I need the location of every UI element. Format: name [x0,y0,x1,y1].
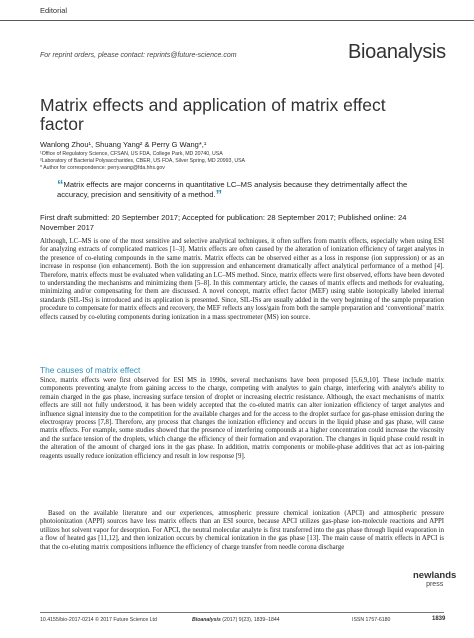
header-divider [0,20,474,21]
pull-quote-text: Matrix effects are major concerns in quantitative LC–MS analysis because they detrimentally affect the accuracy, precision and sensitivity of a method. [57,180,408,199]
section-label: Editorial [40,6,68,15]
footer-volume: (2017) 9(23), 1839–1844 [222,617,280,623]
affiliation-1: ¹Office of Regulatory Science, CFSAN, US FDA, College Park, MD 20740, USA [40,151,223,157]
footer-divider [40,612,444,613]
footer-journal: Bioanalysis [192,617,221,623]
footer-citation [192,617,280,623]
section-paragraph-1: Since, matrix effects were first observed for ESI MS in 1990s, several mechanisms have been proposed [5,6,9,10]. These include matrix components preventing analyte from gaining access to the charge, competing with analytes to gain charge, interfering with analyte's ability to remain charged in the gas phase, increasing surface tension of droplet or increasing electric resistance. Although, the exact mechanisms of matrix effects are still not fully understood, it has been widely accepted that the co-eluted matrix can alter ionization efficiency of target analytes and influence signal intensity due to the competition for the available charges and for the access to the droplet surface for gas-phase emission during the electrospray process [7,8]. Therefore, any process that changes the ionization efficiency and occurs in the liquid phase and gas phase, will cause matrix effects. For example, some studies showed that the presence of interfering compounds at a higher concentration could increase the viscosity and the surface tension of the droplets, which change the efficiency of their formation and evaporation. The changes in liquid phase could result in the alteration of the amount of charged ions in the gas phase. In addition, matrix components or mobile-phase additives that act as ion-pairing reagents usually reduce ionization efficiency and result in low response [9]. [40,377,444,460]
affiliation-2: ²Laboratory of Bacterial Polysaccharides, CBER, US FDA, Silver Spring, MD 20993, USA [40,158,245,165]
open-quote-mark: “ [57,177,64,192]
publication-dates: First draft submitted: 20 September 2017; Accepted for publication: 28 September 2017; Published online: 24 November 2017 [40,213,407,232]
abstract-paragraph: Although, LC–MS is one of the most sensitive and selective analytical techniques, it often suffers from matrix effects, especially when using ESI for analyzing extracts of complicated matrices [1–3]. Matrix effects are often caused by the alteration of ionization efficiency of target analytes in the presence of co-eluting compounds in the same matrix. Matrix effects can be observed either as a loss in response (ion suppression) or as an increase in response (ion enhancement). Both the ion suppression and enhancement dramatically affect analytical performance of a method [4]. Therefore, matrix effects must be evaluated when validating an LC–MS method. Since, matrix effects were first observed, efforts have been devoted to understanding the mechanisms and minimizing them [5–8]. In this commentary article, the causes of matrix effects and methods for evaluating, minimizing and/or compensating for them are discussed. A novel concept, matrix effect factor (MEF) using stable isotopically labeled internal standards (SIL-ISs) is introduced and its application is presented. Since, SIL-ISs are usually added in the very beginning of the sample preparation procedure to compensate for matrix effects and recovery, the MEF reflects any loss/gain from both the sample preparation and ‘conventional’ matrix effects caused by co-eluting components during ionization in a mass spectrometer (MS) ion source. [40,238,444,321]
correspondence: * Author for correspondence: perry.wang@fda.hhs.gov [40,165,165,172]
pull-quote [57,177,435,202]
article-title: Matrix effects and application of matrix effect factor [40,95,386,134]
affiliations [40,151,245,173]
section-heading: The causes of matrix effect [40,365,141,375]
publisher-name: newlands [413,570,457,581]
footer-doi: 10.4155/bio-2017-0214 © 2017 Future Science Ltd [40,617,157,623]
footer-issn: ISSN 1757-6180 [352,617,391,623]
journal-logo: Bioanalysis [348,41,446,63]
publisher-sub: press [426,581,444,588]
author-list: Wanlong Zhou¹, Shuang Yang² & Perry G Wang*,¹ [40,140,207,149]
close-quote-mark: ” [215,187,223,202]
reprint-note: For reprint orders, please contact: reprints@future-science.com [40,52,237,59]
publisher-logo [413,571,456,589]
page-number: 1839 [432,616,446,622]
section-paragraph-2: Based on the available literature and our experiences, atmospheric pressure chemical ionization (APCI) and atmospheric pressure photoionization (APPI) sources have less matrix effects than an ESI source, because APCI utilizes gas-phase ion-molecule reactions and APPI utilizes hot solvent vapor for desorption. For APCI, the neutral molecular analyte is first transferred into the gas phase through liquid evaporation in a flow of heated gas [11,12], and then ionization occurs by chemical ionization in the gas phase [13]. The main cause of matrix effects in APCI is that the co-eluting matrix compositions influence the efficiency of charge transfer from needle corona discharge [40,510,444,551]
